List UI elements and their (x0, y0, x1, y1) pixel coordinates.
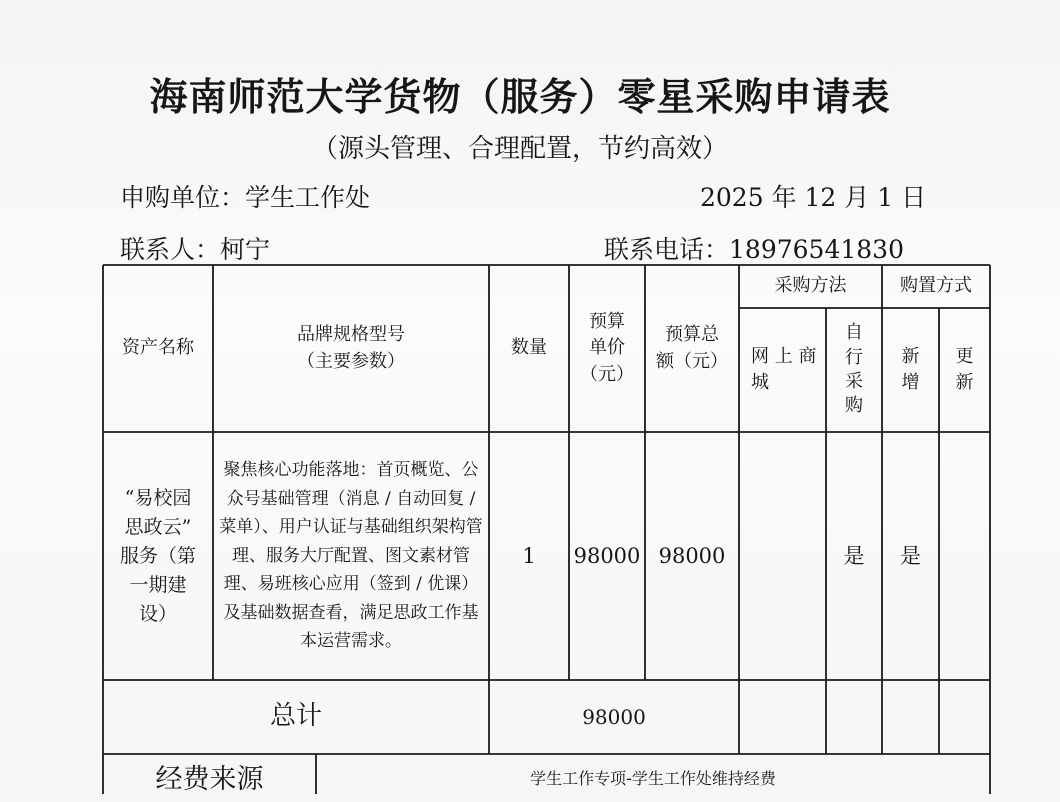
row-total-price: 98000 (658, 543, 726, 568)
header-renew: 更 新 (955, 345, 974, 393)
header-new: 新 增 (901, 345, 920, 393)
row-spec: 聚焦核心功能落地：首页概览、公众号基础管理（消息 / 自动回复 / 菜单）、用户认证与基础组织架构管理、服务大厅配置、图文素材管理、易班核心应用（签到 / 优课）及基础数据查看，满足思政工作基本运营需求。 (219, 460, 483, 652)
header-unit-price: 预算 单价 （元） (580, 311, 634, 385)
row-unit-price: 98000 (573, 543, 641, 568)
row-new: 是 (900, 543, 921, 568)
header-total-price: 预算总 额（元） (656, 324, 728, 372)
header-online-mall: 网 上 商 城 (751, 345, 817, 393)
funding-value: 学生工作专项-学生工作处维持经费 (530, 769, 776, 788)
row-quantity: 1 (522, 543, 536, 568)
header-brand-spec-title: 品牌规格型号 (297, 324, 405, 346)
contact-label: 联系人： (120, 235, 221, 264)
header-purchase-method: 采购方法 (774, 275, 847, 297)
phone-label: 联系电话： (604, 235, 730, 264)
row-asset-name: “易校园 思政云” 服务（第 一期建 设） (119, 486, 196, 625)
phone-value: 18976541830 (729, 235, 904, 264)
contact-value: 柯宁 (220, 235, 271, 264)
header-purchase-type: 购置方式 (900, 275, 972, 297)
header-brand-spec (213, 265, 489, 432)
document-subtitle: （源头管理、合理配置，节约高效） (311, 134, 728, 164)
row-renew (939, 432, 990, 680)
total-value: 98000 (582, 704, 646, 729)
row-self-purchase: 是 (843, 543, 865, 568)
funding-label: 经费来源 (155, 764, 264, 795)
applicant-unit-label: 申购单位： (120, 183, 246, 212)
header-asset-name: 资产名称 (122, 337, 194, 359)
header-self-purchase: 自 行 采 购 (845, 322, 863, 417)
table-row (103, 432, 213, 680)
document-title: 海南师范大学货物（服务）零星采购申请表 (149, 75, 891, 119)
header-quantity: 数量 (511, 337, 547, 359)
header-brand-spec-note: （主要参数） (297, 350, 405, 372)
row-online-mall (739, 432, 826, 680)
applicant-unit-value: 学生工作处 (245, 183, 371, 212)
application-date: 2025 年 12 月 1 日 (700, 183, 927, 212)
total-label: 总计 (269, 701, 322, 732)
